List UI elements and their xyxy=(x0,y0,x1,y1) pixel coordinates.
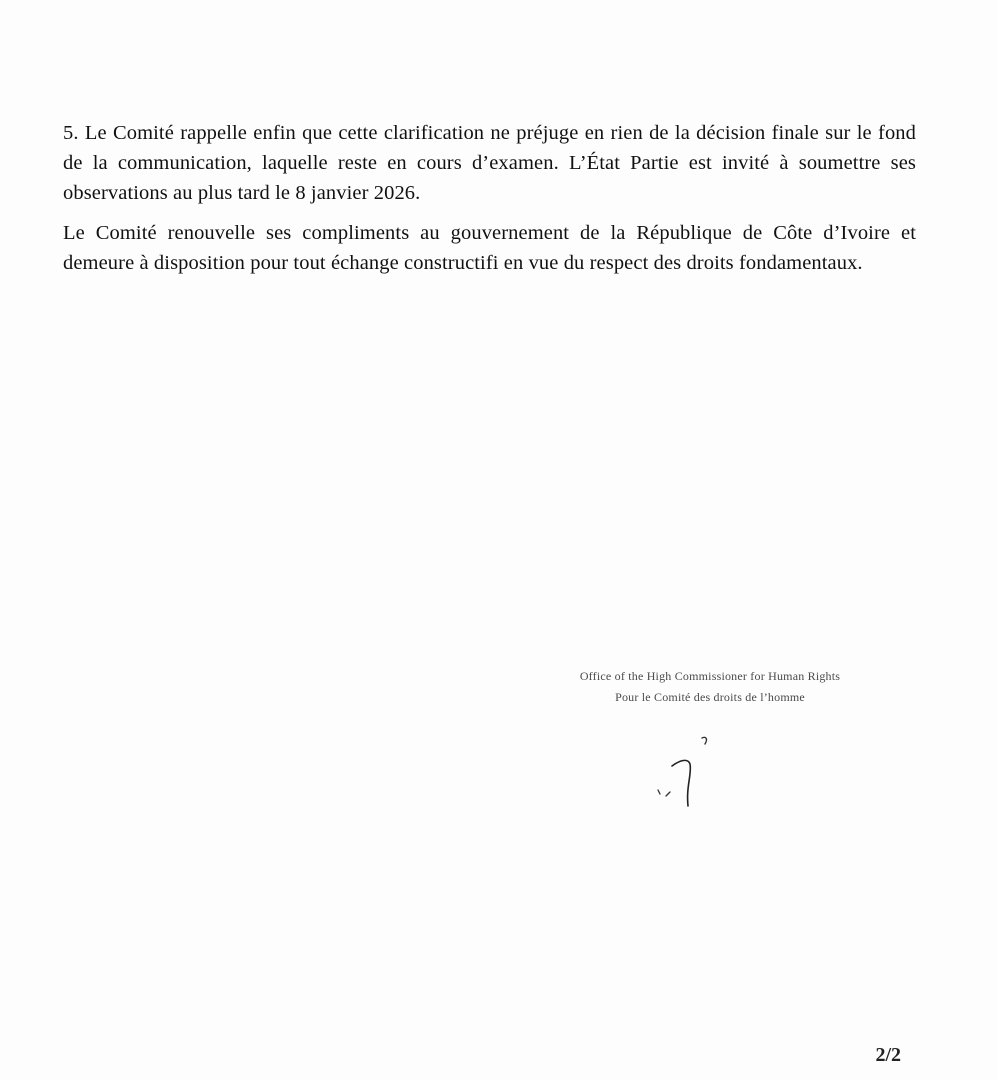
handwritten-signature xyxy=(630,730,750,840)
signature-block xyxy=(540,666,880,708)
paragraph-5: 5. Le Comité rappelle enfin que cette clarification ne préjuge en rien de la décision finale sur le fond de la communication, laquelle reste en cours d’examen. L’État Partie est invité à soumettre ses observations au plus tard le 8 janvier 2026. xyxy=(63,122,916,204)
closing-paragraph: Le Comité renouvelle ses compliments au gouvernement de la République de Côte d’Ivoire et demeure à disposition pour tout échange constructifi en vue du respect des droits fondamentaux. xyxy=(63,222,916,274)
committee-line: Pour le Comité des droits de l’homme xyxy=(615,690,805,704)
office-line: Office of the High Commissioner for Human Rights xyxy=(579,669,841,683)
document-body xyxy=(63,118,916,288)
page-number: 2/2 xyxy=(875,1044,901,1066)
